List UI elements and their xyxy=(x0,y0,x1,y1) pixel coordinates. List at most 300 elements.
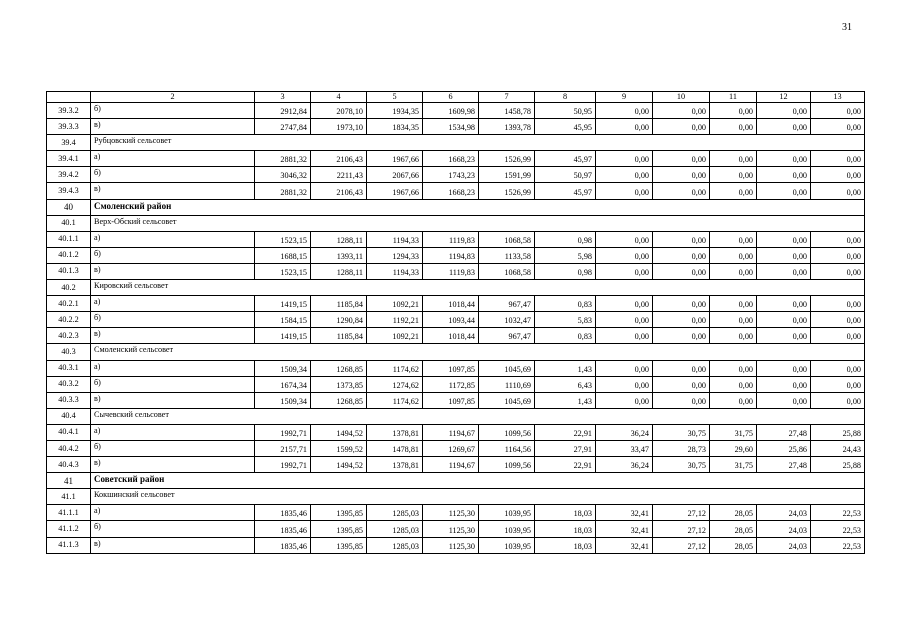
value-cell: 0,00 xyxy=(596,328,653,344)
value-cell: 1835,46 xyxy=(255,537,311,553)
value-cell: 1288,11 xyxy=(311,231,367,247)
value-cell: 0,00 xyxy=(811,119,865,135)
table-row xyxy=(47,296,865,312)
value-cell: 1039,95 xyxy=(479,521,535,537)
value-cell: 0,00 xyxy=(596,312,653,328)
row-code: 41.1 xyxy=(47,489,91,505)
value-cell: 1194,67 xyxy=(423,457,479,473)
column-header: 9 xyxy=(596,92,653,103)
value-cell: 0,00 xyxy=(811,263,865,279)
value-cell: 1523,15 xyxy=(255,263,311,279)
value-cell: 1174,62 xyxy=(367,392,423,408)
row-code: 41.1.1 xyxy=(47,505,91,521)
value-cell: 967,47 xyxy=(479,296,535,312)
value-cell: 0,00 xyxy=(653,151,710,167)
value-cell: 0,98 xyxy=(535,231,596,247)
value-cell: 0,00 xyxy=(596,119,653,135)
value-cell: 1268,85 xyxy=(311,360,367,376)
value-cell: 18,03 xyxy=(535,521,596,537)
value-cell: 0,00 xyxy=(757,119,811,135)
value-cell: 0,00 xyxy=(757,296,811,312)
value-cell: 28,05 xyxy=(710,505,757,521)
value-cell: 0,00 xyxy=(710,312,757,328)
value-cell: 36,24 xyxy=(596,424,653,440)
value-cell: 0,00 xyxy=(811,376,865,392)
row-code: 40 xyxy=(47,199,91,215)
row-code: 39.3.2 xyxy=(47,103,91,119)
value-cell: 45,97 xyxy=(535,183,596,199)
value-cell: 0,00 xyxy=(596,376,653,392)
column-header xyxy=(47,92,91,103)
value-cell: 1526,99 xyxy=(479,183,535,199)
row-variant: в) xyxy=(91,537,255,553)
value-cell: 1373,85 xyxy=(311,376,367,392)
value-cell: 36,24 xyxy=(596,457,653,473)
value-cell: 0,00 xyxy=(596,167,653,183)
row-code: 40.3.2 xyxy=(47,376,91,392)
table-row xyxy=(47,424,865,440)
value-cell: 0,00 xyxy=(596,231,653,247)
value-cell: 32,41 xyxy=(596,537,653,553)
value-cell: 1393,78 xyxy=(479,119,535,135)
value-cell: 1378,81 xyxy=(367,457,423,473)
value-cell: 0,00 xyxy=(811,296,865,312)
row-variant: б) xyxy=(91,312,255,328)
value-cell: 1110,69 xyxy=(479,376,535,392)
tariff-table xyxy=(46,91,865,554)
value-cell: 0,00 xyxy=(653,247,710,263)
settlement-row xyxy=(47,215,865,231)
value-cell: 1174,62 xyxy=(367,360,423,376)
value-cell: 28,05 xyxy=(710,537,757,553)
column-header: 12 xyxy=(757,92,811,103)
row-variant: б) xyxy=(91,440,255,456)
value-cell: 0,00 xyxy=(710,167,757,183)
row-code: 40.3 xyxy=(47,344,91,360)
value-cell: 0,00 xyxy=(653,312,710,328)
value-cell: 1834,35 xyxy=(367,119,423,135)
row-code: 39.4.2 xyxy=(47,167,91,183)
row-variant: в) xyxy=(91,263,255,279)
row-code: 40.4.1 xyxy=(47,424,91,440)
value-cell: 1285,03 xyxy=(367,537,423,553)
column-header-row xyxy=(47,92,865,103)
value-cell: 0,00 xyxy=(811,312,865,328)
value-cell: 1290,84 xyxy=(311,312,367,328)
value-cell: 1478,81 xyxy=(367,440,423,456)
row-code: 40.1.1 xyxy=(47,231,91,247)
value-cell: 1494,52 xyxy=(311,457,367,473)
value-cell: 2211,43 xyxy=(311,167,367,183)
value-cell: 1534,98 xyxy=(423,119,479,135)
row-code: 40.1 xyxy=(47,215,91,231)
value-cell: 2881,32 xyxy=(255,151,311,167)
value-cell: 0,00 xyxy=(811,167,865,183)
value-cell: 32,41 xyxy=(596,505,653,521)
value-cell: 0,00 xyxy=(596,183,653,199)
district-row xyxy=(47,199,865,215)
value-cell: 1045,69 xyxy=(479,360,535,376)
settlement-name: Верх-Обский сельсовет xyxy=(91,215,865,231)
value-cell: 0,00 xyxy=(710,328,757,344)
row-code: 40.4.3 xyxy=(47,457,91,473)
value-cell: 1192,21 xyxy=(367,312,423,328)
settlement-row xyxy=(47,408,865,424)
value-cell: 0,00 xyxy=(653,167,710,183)
value-cell: 31,75 xyxy=(710,457,757,473)
column-header: 3 xyxy=(255,92,311,103)
row-code: 41.1.2 xyxy=(47,521,91,537)
district-row xyxy=(47,473,865,489)
row-code: 40.2.3 xyxy=(47,328,91,344)
table-row xyxy=(47,167,865,183)
value-cell: 1194,67 xyxy=(423,424,479,440)
row-code: 40.2.2 xyxy=(47,312,91,328)
row-variant: а) xyxy=(91,296,255,312)
value-cell: 0,00 xyxy=(710,151,757,167)
value-cell: 1194,83 xyxy=(423,247,479,263)
value-cell: 1185,84 xyxy=(311,296,367,312)
row-code: 41.1.3 xyxy=(47,537,91,553)
row-code: 41 xyxy=(47,473,91,489)
value-cell: 0,00 xyxy=(811,183,865,199)
value-cell: 25,86 xyxy=(757,440,811,456)
settlement-row xyxy=(47,344,865,360)
page-number: 31 xyxy=(842,22,852,33)
value-cell: 1526,99 xyxy=(479,151,535,167)
value-cell: 0,00 xyxy=(710,183,757,199)
table-row xyxy=(47,537,865,553)
row-variant: в) xyxy=(91,392,255,408)
value-cell: 45,95 xyxy=(535,119,596,135)
value-cell: 0,00 xyxy=(653,376,710,392)
column-header: 2 xyxy=(91,92,255,103)
value-cell: 6,43 xyxy=(535,376,596,392)
value-cell: 1934,35 xyxy=(367,103,423,119)
value-cell: 24,03 xyxy=(757,505,811,521)
value-cell: 32,41 xyxy=(596,521,653,537)
value-cell: 1268,85 xyxy=(311,392,367,408)
value-cell: 45,97 xyxy=(535,151,596,167)
value-cell: 22,53 xyxy=(811,537,865,553)
table-row xyxy=(47,521,865,537)
value-cell: 1509,34 xyxy=(255,360,311,376)
value-cell: 0,00 xyxy=(653,328,710,344)
value-cell: 1018,44 xyxy=(423,328,479,344)
value-cell: 22,53 xyxy=(811,521,865,537)
value-cell: 0,00 xyxy=(811,247,865,263)
value-cell: 0,00 xyxy=(710,296,757,312)
value-cell: 1378,81 xyxy=(367,424,423,440)
value-cell: 1835,46 xyxy=(255,505,311,521)
value-cell: 22,53 xyxy=(811,505,865,521)
value-cell: 27,48 xyxy=(757,424,811,440)
value-cell: 0,00 xyxy=(757,247,811,263)
value-cell: 1973,10 xyxy=(311,119,367,135)
settlement-name: Смоленский сельсовет xyxy=(91,344,865,360)
value-cell: 0,00 xyxy=(757,312,811,328)
value-cell: 0,00 xyxy=(653,183,710,199)
settlement-row xyxy=(47,135,865,151)
column-header: 4 xyxy=(311,92,367,103)
value-cell: 1395,85 xyxy=(311,537,367,553)
value-cell: 1133,58 xyxy=(479,247,535,263)
value-cell: 24,43 xyxy=(811,440,865,456)
value-cell: 24,03 xyxy=(757,521,811,537)
value-cell: 0,00 xyxy=(710,392,757,408)
row-variant: а) xyxy=(91,505,255,521)
value-cell: 0,00 xyxy=(710,263,757,279)
value-cell: 1032,47 xyxy=(479,312,535,328)
value-cell: 1967,66 xyxy=(367,183,423,199)
row-variant: в) xyxy=(91,457,255,473)
value-cell: 1509,34 xyxy=(255,392,311,408)
value-cell: 1097,85 xyxy=(423,360,479,376)
value-cell: 0,00 xyxy=(757,360,811,376)
table-row xyxy=(47,119,865,135)
value-cell: 0,00 xyxy=(811,103,865,119)
column-header: 10 xyxy=(653,92,710,103)
row-code: 39.4.3 xyxy=(47,183,91,199)
value-cell: 0,00 xyxy=(757,392,811,408)
value-cell: 27,12 xyxy=(653,521,710,537)
value-cell: 0,00 xyxy=(757,263,811,279)
value-cell: 0,00 xyxy=(596,103,653,119)
value-cell: 28,05 xyxy=(710,521,757,537)
settlement-name: Кировский сельсовет xyxy=(91,280,865,296)
value-cell: 1458,78 xyxy=(479,103,535,119)
value-cell: 0,00 xyxy=(710,103,757,119)
value-cell: 30,75 xyxy=(653,424,710,440)
value-cell: 2881,32 xyxy=(255,183,311,199)
value-cell: 2106,43 xyxy=(311,183,367,199)
value-cell: 1097,85 xyxy=(423,392,479,408)
value-cell: 1992,71 xyxy=(255,457,311,473)
row-code: 40.4 xyxy=(47,408,91,424)
value-cell: 31,75 xyxy=(710,424,757,440)
value-cell: 0,00 xyxy=(710,231,757,247)
value-cell: 1523,15 xyxy=(255,231,311,247)
value-cell: 1125,30 xyxy=(423,537,479,553)
value-cell: 967,47 xyxy=(479,328,535,344)
value-cell: 3046,32 xyxy=(255,167,311,183)
value-cell: 0,00 xyxy=(811,231,865,247)
value-cell: 2157,71 xyxy=(255,440,311,456)
value-cell: 0,00 xyxy=(596,151,653,167)
row-variant: в) xyxy=(91,119,255,135)
row-variant: б) xyxy=(91,167,255,183)
value-cell: 29,60 xyxy=(710,440,757,456)
value-cell: 0,00 xyxy=(653,231,710,247)
value-cell: 1609,98 xyxy=(423,103,479,119)
value-cell: 1294,33 xyxy=(367,247,423,263)
value-cell: 27,12 xyxy=(653,505,710,521)
value-cell: 0,00 xyxy=(710,247,757,263)
column-header: 11 xyxy=(710,92,757,103)
value-cell: 1285,03 xyxy=(367,505,423,521)
value-cell: 0,00 xyxy=(710,376,757,392)
value-cell: 1393,11 xyxy=(311,247,367,263)
value-cell: 1419,15 xyxy=(255,328,311,344)
value-cell: 0,00 xyxy=(811,151,865,167)
row-code: 40.3.1 xyxy=(47,360,91,376)
value-cell: 1068,58 xyxy=(479,263,535,279)
table-row xyxy=(47,328,865,344)
value-cell: 50,97 xyxy=(535,167,596,183)
column-header: 7 xyxy=(479,92,535,103)
value-cell: 1688,15 xyxy=(255,247,311,263)
value-cell: 1099,56 xyxy=(479,457,535,473)
value-cell: 1092,21 xyxy=(367,296,423,312)
value-cell: 1285,03 xyxy=(367,521,423,537)
value-cell: 1584,15 xyxy=(255,312,311,328)
row-code: 40.3.3 xyxy=(47,392,91,408)
value-cell: 2912,84 xyxy=(255,103,311,119)
column-header: 6 xyxy=(423,92,479,103)
row-variant: б) xyxy=(91,247,255,263)
value-cell: 0,83 xyxy=(535,328,596,344)
value-cell: 0,00 xyxy=(653,360,710,376)
value-cell: 5,83 xyxy=(535,312,596,328)
value-cell: 1119,83 xyxy=(423,263,479,279)
row-code: 40.1.3 xyxy=(47,263,91,279)
value-cell: 0,98 xyxy=(535,263,596,279)
value-cell: 18,03 xyxy=(535,537,596,553)
value-cell: 0,00 xyxy=(811,392,865,408)
table-row xyxy=(47,360,865,376)
value-cell: 1093,44 xyxy=(423,312,479,328)
district-name: Советский район xyxy=(91,473,865,489)
value-cell: 25,88 xyxy=(811,457,865,473)
value-cell: 1172,85 xyxy=(423,376,479,392)
settlement-name: Сычевский сельсовет xyxy=(91,408,865,424)
table-row xyxy=(47,183,865,199)
row-code: 40.2.1 xyxy=(47,296,91,312)
value-cell: 0,00 xyxy=(710,119,757,135)
value-cell: 0,00 xyxy=(811,328,865,344)
value-cell: 1395,85 xyxy=(311,505,367,521)
row-variant: в) xyxy=(91,328,255,344)
row-variant: б) xyxy=(91,376,255,392)
value-cell: 0,00 xyxy=(653,119,710,135)
value-cell: 1395,85 xyxy=(311,521,367,537)
column-header: 5 xyxy=(367,92,423,103)
value-cell: 1068,58 xyxy=(479,231,535,247)
table-row xyxy=(47,231,865,247)
value-cell: 1668,23 xyxy=(423,151,479,167)
row-variant: а) xyxy=(91,151,255,167)
value-cell: 0,83 xyxy=(535,296,596,312)
value-cell: 1164,56 xyxy=(479,440,535,456)
value-cell: 0,00 xyxy=(596,296,653,312)
settlement-name: Кокшинский сельсовет xyxy=(91,489,865,505)
value-cell: 0,00 xyxy=(757,183,811,199)
value-cell: 2067,66 xyxy=(367,167,423,183)
district-name: Смоленский район xyxy=(91,199,865,215)
value-cell: 1119,83 xyxy=(423,231,479,247)
value-cell: 1,43 xyxy=(535,360,596,376)
value-cell: 1992,71 xyxy=(255,424,311,440)
value-cell: 1045,69 xyxy=(479,392,535,408)
row-code: 40.2 xyxy=(47,280,91,296)
row-code: 40.1.2 xyxy=(47,247,91,263)
value-cell: 1194,33 xyxy=(367,263,423,279)
value-cell: 1419,15 xyxy=(255,296,311,312)
settlement-name: Рубцовский сельсовет xyxy=(91,135,865,151)
row-variant: а) xyxy=(91,231,255,247)
row-code: 40.4.2 xyxy=(47,440,91,456)
value-cell: 1591,99 xyxy=(479,167,535,183)
value-cell: 5,98 xyxy=(535,247,596,263)
table-row xyxy=(47,457,865,473)
value-cell: 0,00 xyxy=(757,328,811,344)
value-cell: 1494,52 xyxy=(311,424,367,440)
value-cell: 0,00 xyxy=(653,263,710,279)
value-cell: 1185,84 xyxy=(311,328,367,344)
row-variant: в) xyxy=(91,183,255,199)
row-variant: а) xyxy=(91,424,255,440)
value-cell: 1668,23 xyxy=(423,183,479,199)
value-cell: 0,00 xyxy=(757,167,811,183)
value-cell: 0,00 xyxy=(757,103,811,119)
table-row xyxy=(47,151,865,167)
column-header: 13 xyxy=(811,92,865,103)
row-variant: а) xyxy=(91,360,255,376)
value-cell: 24,03 xyxy=(757,537,811,553)
value-cell: 0,00 xyxy=(653,103,710,119)
value-cell: 0,00 xyxy=(811,360,865,376)
row-code: 39.4.1 xyxy=(47,151,91,167)
table-row xyxy=(47,440,865,456)
value-cell: 0,00 xyxy=(596,263,653,279)
value-cell: 50,95 xyxy=(535,103,596,119)
value-cell: 1743,23 xyxy=(423,167,479,183)
value-cell: 0,00 xyxy=(596,360,653,376)
value-cell: 1018,44 xyxy=(423,296,479,312)
value-cell: 1835,46 xyxy=(255,521,311,537)
value-cell: 1288,11 xyxy=(311,263,367,279)
value-cell: 1,43 xyxy=(535,392,596,408)
row-code: 39.3.3 xyxy=(47,119,91,135)
table-row xyxy=(47,376,865,392)
value-cell: 30,75 xyxy=(653,457,710,473)
value-cell: 0,00 xyxy=(757,231,811,247)
settlement-row xyxy=(47,489,865,505)
value-cell: 27,48 xyxy=(757,457,811,473)
value-cell: 1674,34 xyxy=(255,376,311,392)
table-row xyxy=(47,263,865,279)
value-cell: 0,00 xyxy=(596,392,653,408)
row-code: 39.4 xyxy=(47,135,91,151)
row-variant: б) xyxy=(91,521,255,537)
value-cell: 0,00 xyxy=(596,247,653,263)
value-cell: 1039,95 xyxy=(479,537,535,553)
value-cell: 1099,56 xyxy=(479,424,535,440)
value-cell: 33,47 xyxy=(596,440,653,456)
table-row xyxy=(47,247,865,263)
value-cell: 0,00 xyxy=(757,376,811,392)
value-cell: 1092,21 xyxy=(367,328,423,344)
value-cell: 1125,30 xyxy=(423,521,479,537)
value-cell: 27,91 xyxy=(535,440,596,456)
row-variant: б) xyxy=(91,103,255,119)
value-cell: 2747,84 xyxy=(255,119,311,135)
value-cell: 0,00 xyxy=(653,296,710,312)
value-cell: 1194,33 xyxy=(367,231,423,247)
value-cell: 22,91 xyxy=(535,424,596,440)
value-cell: 0,00 xyxy=(710,360,757,376)
value-cell: 1967,66 xyxy=(367,151,423,167)
